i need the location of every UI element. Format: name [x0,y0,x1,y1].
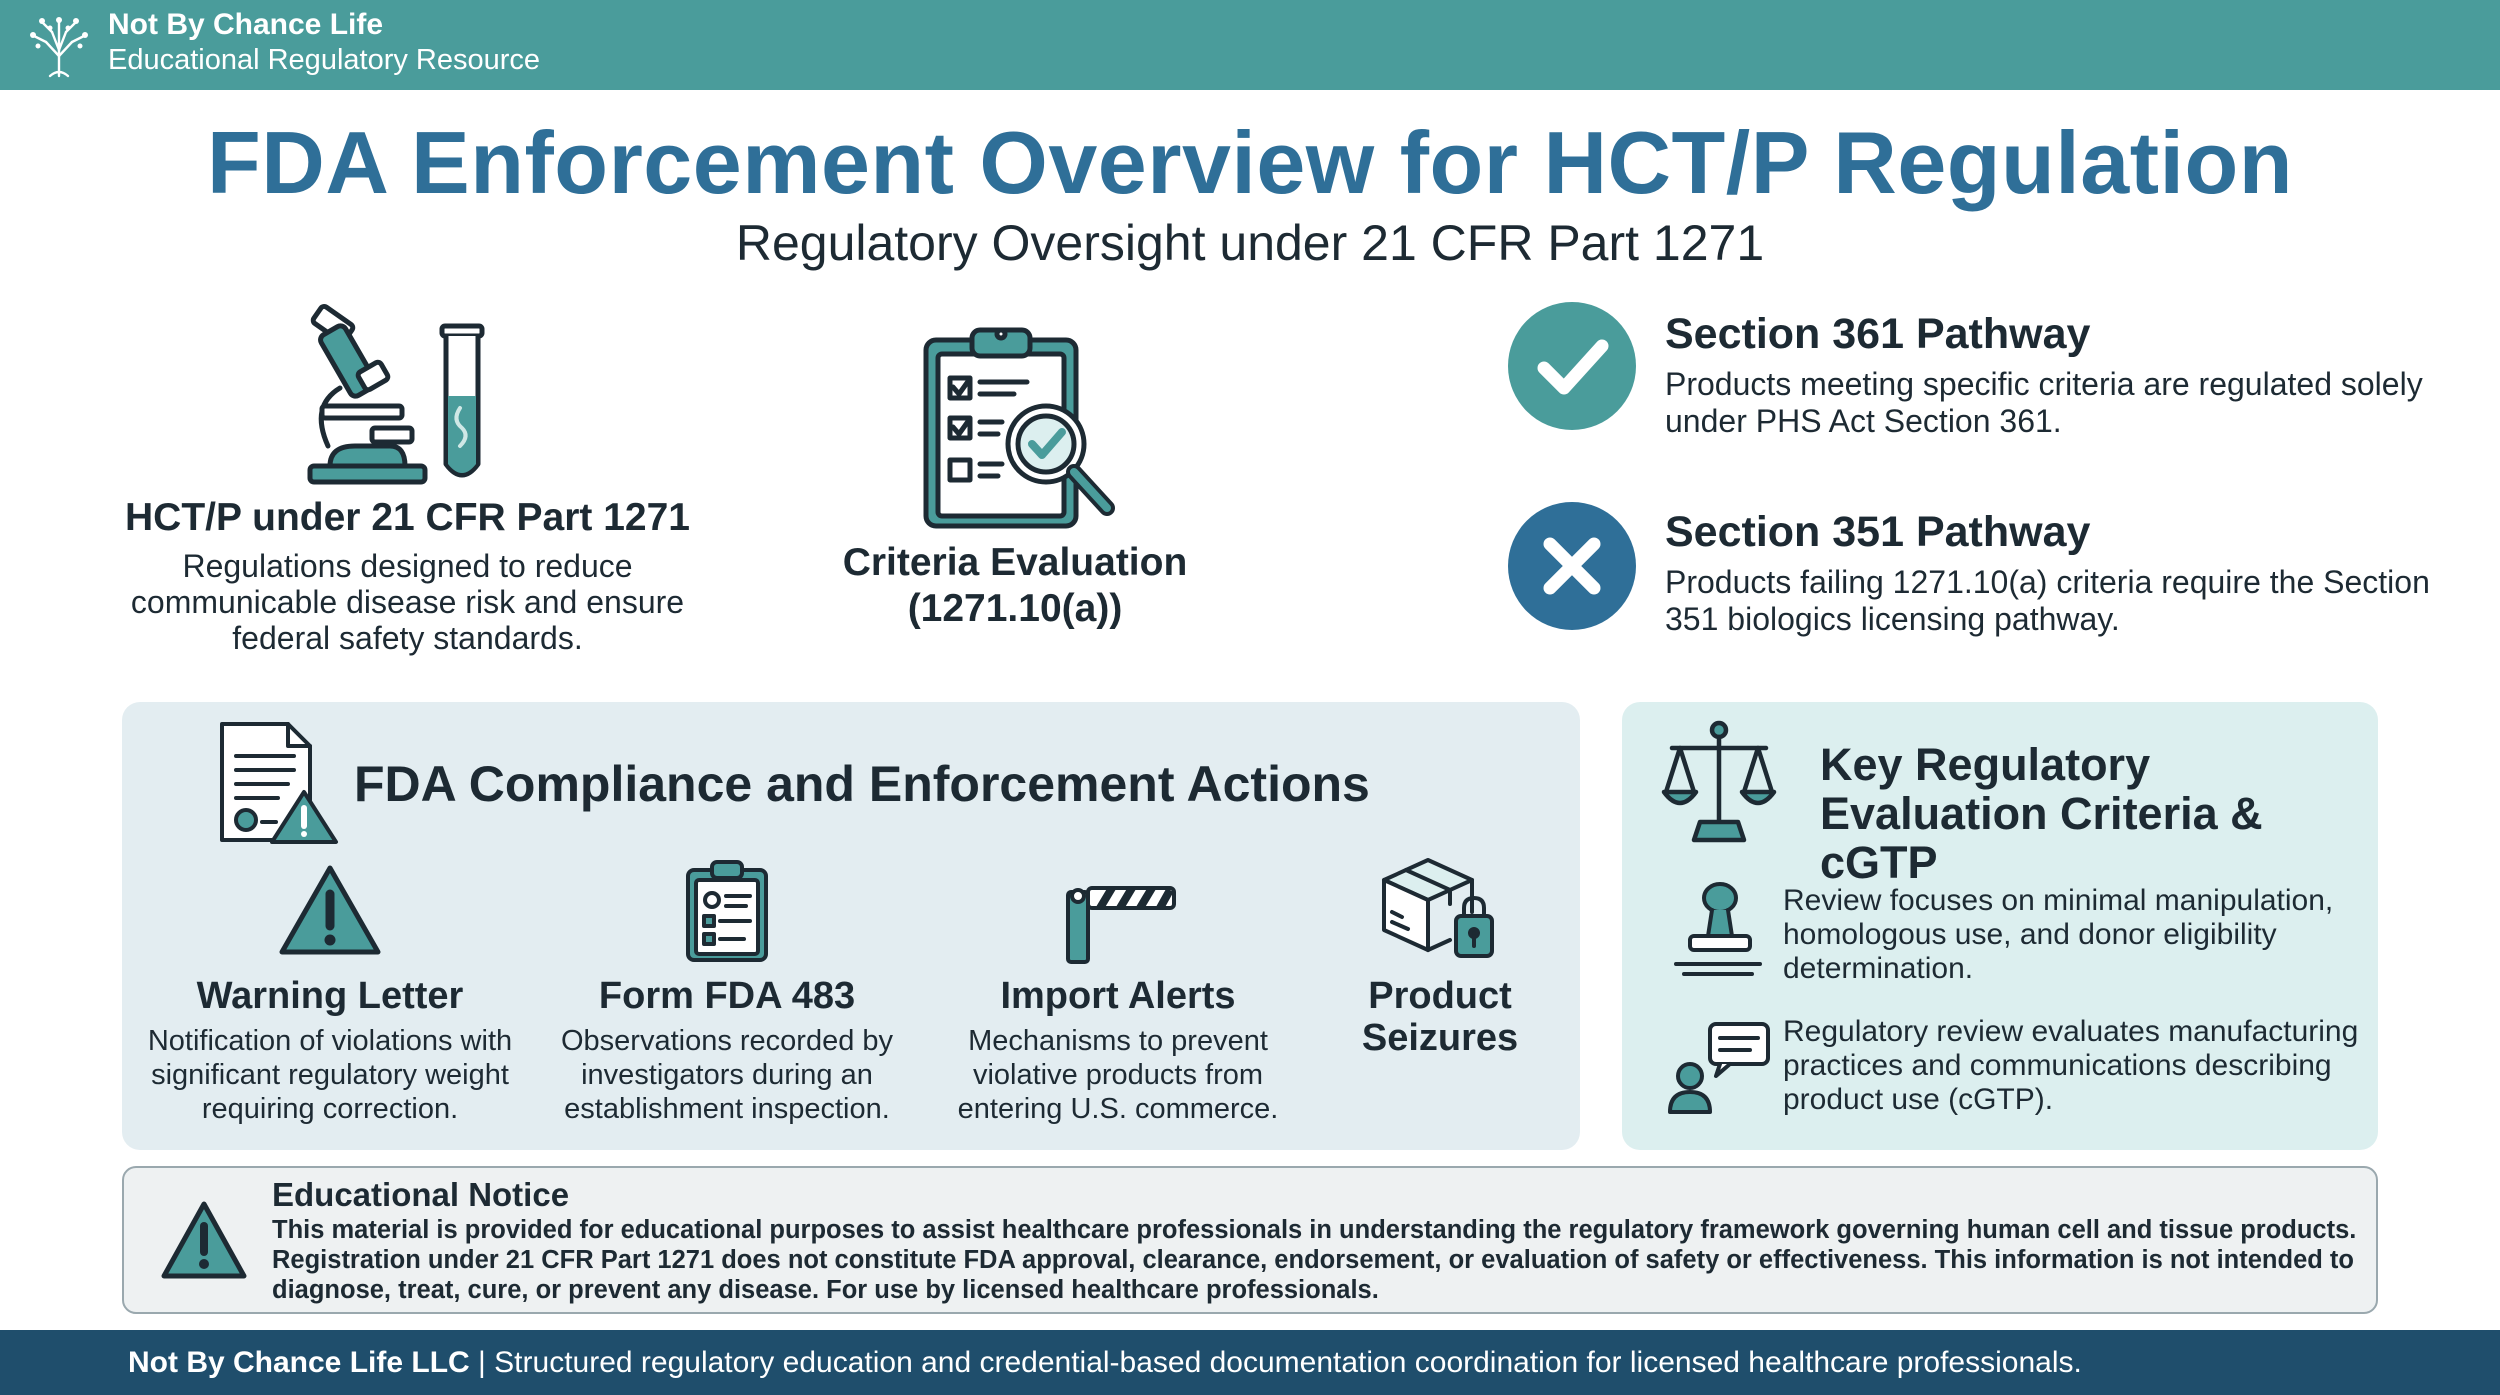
action-form-483-description: Observations recorded by investigators during an establishment inspection. [560,1025,894,1125]
person-chat-icon [1666,1020,1772,1116]
section-351-description: Products failing 1271.10(a) criteria require the Section 351 biologics licensing pathway. [1665,564,2430,637]
locked-box-icon [1378,852,1500,966]
action-import-alerts-description: Mechanisms to prevent violative products from entering U.S. commerce. [957,1025,1279,1125]
action-import-alerts-title: Import Alerts [1000,975,1236,1017]
microscope-test-tube-icon [300,296,500,486]
section-351-title: Section 351 Pathway [1665,508,2091,556]
brand-name: Not By Chance Life [108,8,384,41]
criteria-title: Criteria Evaluation (1271.10(a)) [842,541,1188,630]
stamp-icon [1670,878,1766,976]
warning-triangle-icon [278,864,382,956]
page-title: FDA Enforcement Overview for HCT/P Regulation [207,113,2293,212]
action-product-seizures-title: Product Seizures [1361,975,1519,1059]
scales-icon [1660,718,1778,846]
section-361-title: Section 361 Pathway [1665,310,2091,358]
key-criteria-title: Key Regulatory Evaluation Criteria & cGTP [1820,739,2263,888]
check-circle-icon [1508,302,1636,430]
x-circle-icon [1508,502,1636,630]
footer-separator: | [469,1346,495,1379]
footer-description: Structured regulatory education and credential-based documentation coordination for licensed healthcare professionals. [494,1346,2082,1379]
document-warning-icon [218,720,340,846]
action-warning-letter-description: Notification of violations with significant regulatory weight requiring correction. [147,1025,513,1125]
hctp-title: HCT/P under 21 CFR Part 1271 [125,496,690,539]
barrier-gate-icon [1060,874,1178,964]
clipboard-magnifier-icon [922,322,1122,532]
tree-icon [26,10,92,78]
form-clipboard-icon [684,858,770,964]
action-warning-letter-title: Warning Letter [196,975,464,1017]
warning-triangle-icon [160,1200,248,1280]
action-form-483-title: Form FDA 483 [598,975,856,1017]
key-criteria-item: Regulatory review evaluates manufacturing practices and communications describing product use (cGTP). [1783,1015,2359,1116]
page-subtitle: Regulatory Oversight under 21 CFR Part 1271 [735,215,1765,271]
enforcement-title: FDA Compliance and Enforcement Actions [354,756,1370,812]
notice-body: This material is provided for educational purposes to assist healthcare professionals in understanding the regulatory framework governing human cell and tissue products. Registration under 21 CFR Part 1271 does not constitute FDA approval, clearance, endorsement, or evaluation of safety or effectiveness. This information is not intended to diagnose, treat, cure, or prevent any disease. For use by licensed healthcare professionals. [272,1216,2357,1304]
footer-text [128,1346,2082,1380]
footer-company: Not By Chance Life LLC [128,1346,470,1379]
key-criteria-item: Review focuses on minimal manipulation, homologous use, and donor eligibility determination. [1783,884,2334,985]
section-361-description: Products meeting specific criteria are regulated solely under PHS Act Section 361. [1665,366,2423,439]
hctp-description: Regulations designed to reduce communicable disease risk and ensure federal safety standards. [130,548,685,656]
brand-tagline: Educational Regulatory Resource [108,44,541,76]
notice-title: Educational Notice [272,1176,570,1213]
